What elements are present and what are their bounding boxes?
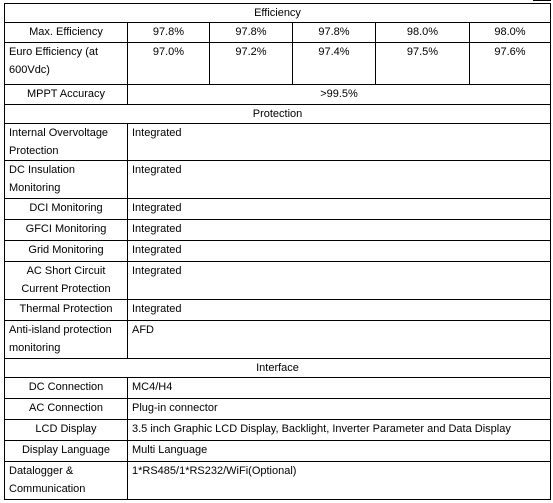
value-internal-overvoltage-protection: Integrated	[128, 124, 551, 161]
row-ac-connection	[5, 399, 551, 420]
row-dc-connection	[5, 378, 551, 399]
value-dci-monitoring: Integrated	[128, 199, 551, 220]
max-efficiency-value: 97.8%	[210, 23, 293, 43]
row-display-language	[5, 441, 551, 462]
label-max-efficiency: Max. Efficiency	[5, 23, 128, 43]
label-grid-monitoring: Grid Monitoring	[5, 241, 128, 262]
value-lcd-display: 3.5 inch Graphic LCD Display, Backlight, Inverter Parameter and Data Display	[128, 420, 551, 441]
euro-efficiency-value: 97.4%	[293, 43, 376, 85]
max-efficiency-value: 98.0%	[470, 23, 551, 43]
label-anti-island-protection-monitoring: Anti-island protection monitoring	[5, 321, 128, 359]
value-ac-short-circuit-current-protection: Integrated	[128, 262, 551, 300]
euro-efficiency-value: 97.2%	[210, 43, 293, 85]
label-euro-efficiency: Euro Efficiency (at 600Vdc)	[5, 43, 128, 85]
row-datalogger-communication	[5, 462, 551, 500]
label-ac-connection: AC Connection	[5, 399, 128, 420]
value-dc-connection: MC4/H4	[128, 378, 551, 399]
section-header-protection: Protection	[5, 105, 551, 124]
section-row-efficiency	[5, 4, 551, 23]
row-mppt-accuracy	[5, 85, 551, 105]
value-dc-insulation-monitoring: Integrated	[128, 161, 551, 199]
value-anti-island-protection-monitoring: AFD	[128, 321, 551, 359]
max-efficiency-value: 97.8%	[293, 23, 376, 43]
value-thermal-protection: Integrated	[128, 300, 551, 321]
value-datalogger-communication: 1*RS485/1*RS232/WiFi(Optional)	[128, 462, 551, 500]
section-header-interface: Interface	[5, 359, 551, 378]
section-header-efficiency: Efficiency	[5, 4, 551, 23]
top-edge-line	[533, 0, 551, 1]
euro-efficiency-value: 97.5%	[376, 43, 470, 85]
label-datalogger-communication: Datalogger & Communication	[5, 462, 128, 500]
max-efficiency-value: 98.0%	[376, 23, 470, 43]
label-mppt-accuracy: MPPT Accuracy	[5, 85, 128, 105]
row-ac-short-circuit-current-protection	[5, 262, 551, 300]
row-dc-insulation-monitoring	[5, 161, 551, 199]
value-display-language: Multi Language	[128, 441, 551, 462]
max-efficiency-value: 97.8%	[128, 23, 210, 43]
row-internal-overvoltage-protection	[5, 124, 551, 161]
row-grid-monitoring	[5, 241, 551, 262]
label-display-language: Display Language	[5, 441, 128, 462]
value-ac-connection: Plug-in connector	[128, 399, 551, 420]
row-lcd-display	[5, 420, 551, 441]
label-dc-connection: DC Connection	[5, 378, 128, 399]
euro-efficiency-value: 97.6%	[470, 43, 551, 85]
row-max-efficiency	[5, 23, 551, 43]
value-gfci-monitoring: Integrated	[128, 220, 551, 241]
section-row-protection	[5, 105, 551, 124]
label-thermal-protection: Thermal Protection	[5, 300, 128, 321]
row-gfci-monitoring	[5, 220, 551, 241]
label-gfci-monitoring: GFCI Monitoring	[5, 220, 128, 241]
label-internal-overvoltage-protection: Internal Overvoltage Protection	[5, 124, 128, 161]
row-euro-efficiency	[5, 43, 551, 85]
label-lcd-display: LCD Display	[5, 420, 128, 441]
label-dc-insulation-monitoring: DC Insulation Monitoring	[5, 161, 128, 199]
spec-table	[4, 3, 551, 500]
row-thermal-protection	[5, 300, 551, 321]
label-dci-monitoring: DCI Monitoring	[5, 199, 128, 220]
section-row-interface	[5, 359, 551, 378]
euro-efficiency-value: 97.0%	[128, 43, 210, 85]
row-anti-island-protection-monitoring	[5, 321, 551, 359]
label-ac-short-circuit-current-protection: AC Short Circuit Current Protection	[5, 262, 128, 300]
row-dci-monitoring	[5, 199, 551, 220]
mppt-accuracy-value: >99.5%	[128, 85, 551, 105]
value-grid-monitoring: Integrated	[128, 241, 551, 262]
